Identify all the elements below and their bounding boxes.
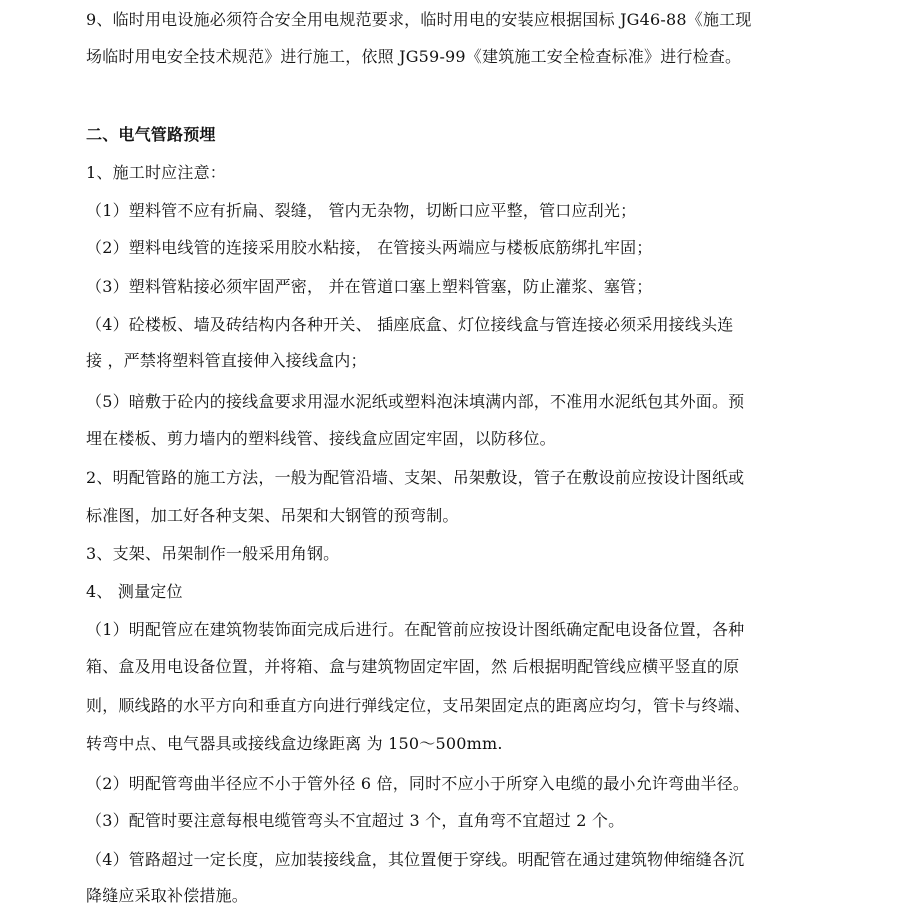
paragraph-line: （4）砼楼板、墙及砖结构内各种开关、 插座底盒、灯位接线盒与管连接必须采用接线头连 — [86, 315, 734, 334]
paragraph-line: 9、临时用电设施必须符合安全用电规范要求，临时用电的安装应根据国标 JG46-88《施工现 — [86, 10, 752, 29]
paragraph-line: （3）配管时要注意每根电缆管弯头不宜超过 3 个，直角弯不宜超过 2 个。 — [86, 811, 625, 830]
paragraph-line: 接 ，严禁将塑料管直接伸入接线盒内； — [86, 351, 367, 370]
paragraph-line: 4、 测量定位 — [86, 582, 183, 601]
paragraph-line: 2、明配管路的施工方法，一般为配管沿墙、支架、吊架敷设，管子在敷设前应按设计图纸或 — [86, 468, 745, 487]
paragraph-line: 3、支架、吊架制作一般采用角钢。 — [86, 544, 340, 563]
paragraph-line: （2）明配管弯曲半径应不小于管外径 6 倍，同时不应小于所穿入电缆的最小允许弯曲半径。 — [86, 774, 750, 793]
paragraph-line: 场临时用电安全技术规范》进行施工，依照 JG59-99《建筑施工安全检查标准》进行检查。 — [86, 47, 742, 66]
paragraph-line: 转弯中点、电气器具或接线盒边缘距离 为 150～500mm. — [86, 734, 503, 753]
paragraph-line: 箱、盒及用电设备位置，并将箱、盒与建筑物固定牢固，然 后根据明配管线应横平竖直的原 — [86, 657, 740, 676]
paragraph-line: 标准图，加工好各种支架、吊架和大钢管的预弯制。 — [86, 506, 459, 525]
paragraph-line: 埋在楼板、剪力墙内的塑料线管、接线盒应固定牢固，以防移位。 — [86, 429, 556, 448]
section-heading: 二、电气管路预埋 — [86, 125, 216, 144]
paragraph-line: （3）塑料管粘接必须牢固严密， 并在管道口塞上塑料管塞，防止灌浆、塞管； — [86, 277, 653, 296]
paragraph-line: 则，顺线路的水平方向和垂直方向进行弹线定位，支吊架固定点的距离应均匀，管卡与终端、 — [86, 696, 751, 715]
paragraph-line: （5）暗敷于砼内的接线盒要求用湿水泥纸或塑料泡沫填满内部，不准用水泥纸包其外面。预 — [86, 392, 745, 411]
paragraph-line: 1、施工时应注意： — [86, 163, 226, 182]
paragraph-line: （1）塑料管不应有折扁、裂缝， 管内无杂物，切断口应平整，管口应刮光； — [86, 201, 637, 220]
paragraph-line: （1）明配管应在建筑物装饰面完成后进行。在配管前应按设计图纸确定配电设备位置，各种 — [86, 620, 745, 639]
paragraph-line: （4）管路超过一定长度，应加装接线盒，其位置便于穿线。明配管在通过建筑物伸缩缝各沉 — [86, 850, 745, 869]
paragraph-line: 降缝应采取补偿措施。 — [86, 886, 249, 905]
paragraph-line: （2）塑料电线管的连接采用胶水粘接， 在管接头两端应与楼板底筋绑扎牢固； — [86, 238, 653, 257]
